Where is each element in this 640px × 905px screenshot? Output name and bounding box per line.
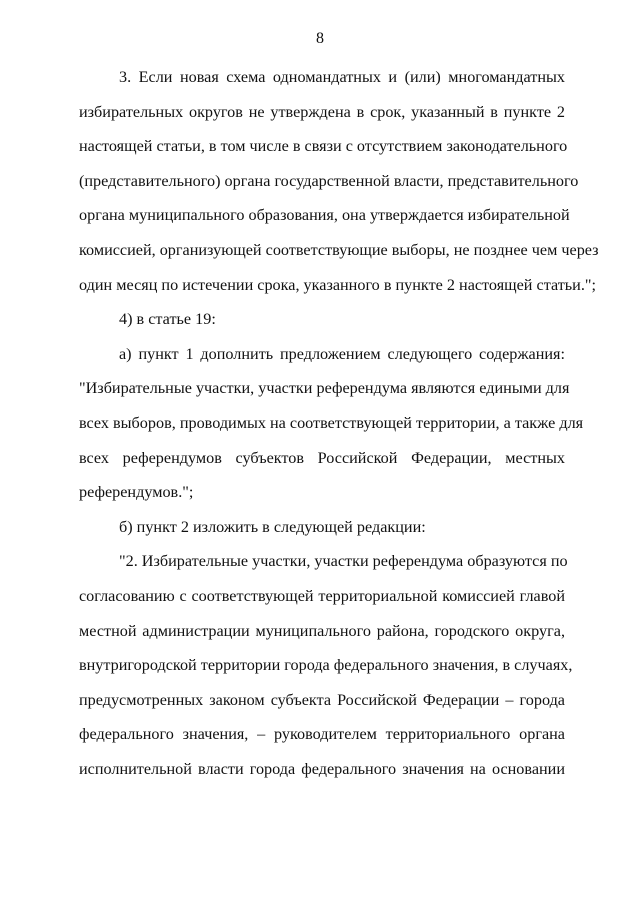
text-line: б) пункт 2 изложить в следующей редакции: [119, 517, 426, 536]
text-line: исполнительной власти города федерального значения на основании [79, 759, 565, 778]
text-line: 4) в статье 19: [119, 310, 216, 329]
text-line: а) пункт 1 дополнить предложением следующего содержания: [119, 344, 565, 363]
paragraph-3-scheme-approval [79, 60, 599, 302]
text-line: органа муниципального образования, она утверждается избирательной [79, 206, 570, 225]
text-line: согласованию с соответствующей территориальной комиссией главой [79, 586, 565, 605]
text-line: (представительного) органа государственной власти, представительного [79, 171, 579, 190]
paragraph-item-b [79, 510, 565, 545]
text-line: комиссией, организующей соответствующие выборы, не позднее чем через [79, 240, 599, 259]
text-line: всех выборов, проводимых на соответствующей территории, а также для [79, 413, 584, 432]
text-line: внутригородской территории города федерального значения, в случаях, [79, 656, 573, 675]
paragraph-2-polling-stations [79, 544, 573, 786]
text-line: избирательных округов не утверждена в срок, указанный в пункте 2 [79, 102, 565, 121]
text-line: "2. Избирательные участки, участки референдума образуются по [119, 552, 568, 571]
text-line: федерального значения, – руководителем территориального органа [79, 725, 565, 744]
text-line: 3. Если новая схема одномандатных и (или) многомандатных [119, 68, 565, 86]
paragraph-item-a [79, 337, 584, 510]
text-line: всех референдумов субъектов Российской Федерации, местных [79, 448, 565, 467]
text-line: "Избирательные участки, участки референдума являются едиными для [79, 379, 570, 398]
text-line: предусмотренных законом субъекта Российской Федерации – города [79, 690, 565, 709]
text-line: настоящей статьи, в том числе в связи с отсутствием законодательного [79, 137, 568, 156]
text-line: местной администрации муниципального района, городского округа, [79, 621, 565, 640]
text-line: референдумов."; [79, 483, 194, 502]
document-body [79, 60, 599, 786]
paragraph-article-19 [79, 302, 565, 337]
text-line: один месяц по истечении срока, указанного в пункте 2 настоящей статьи."; [79, 275, 597, 294]
page-number: 8 [316, 30, 324, 47]
